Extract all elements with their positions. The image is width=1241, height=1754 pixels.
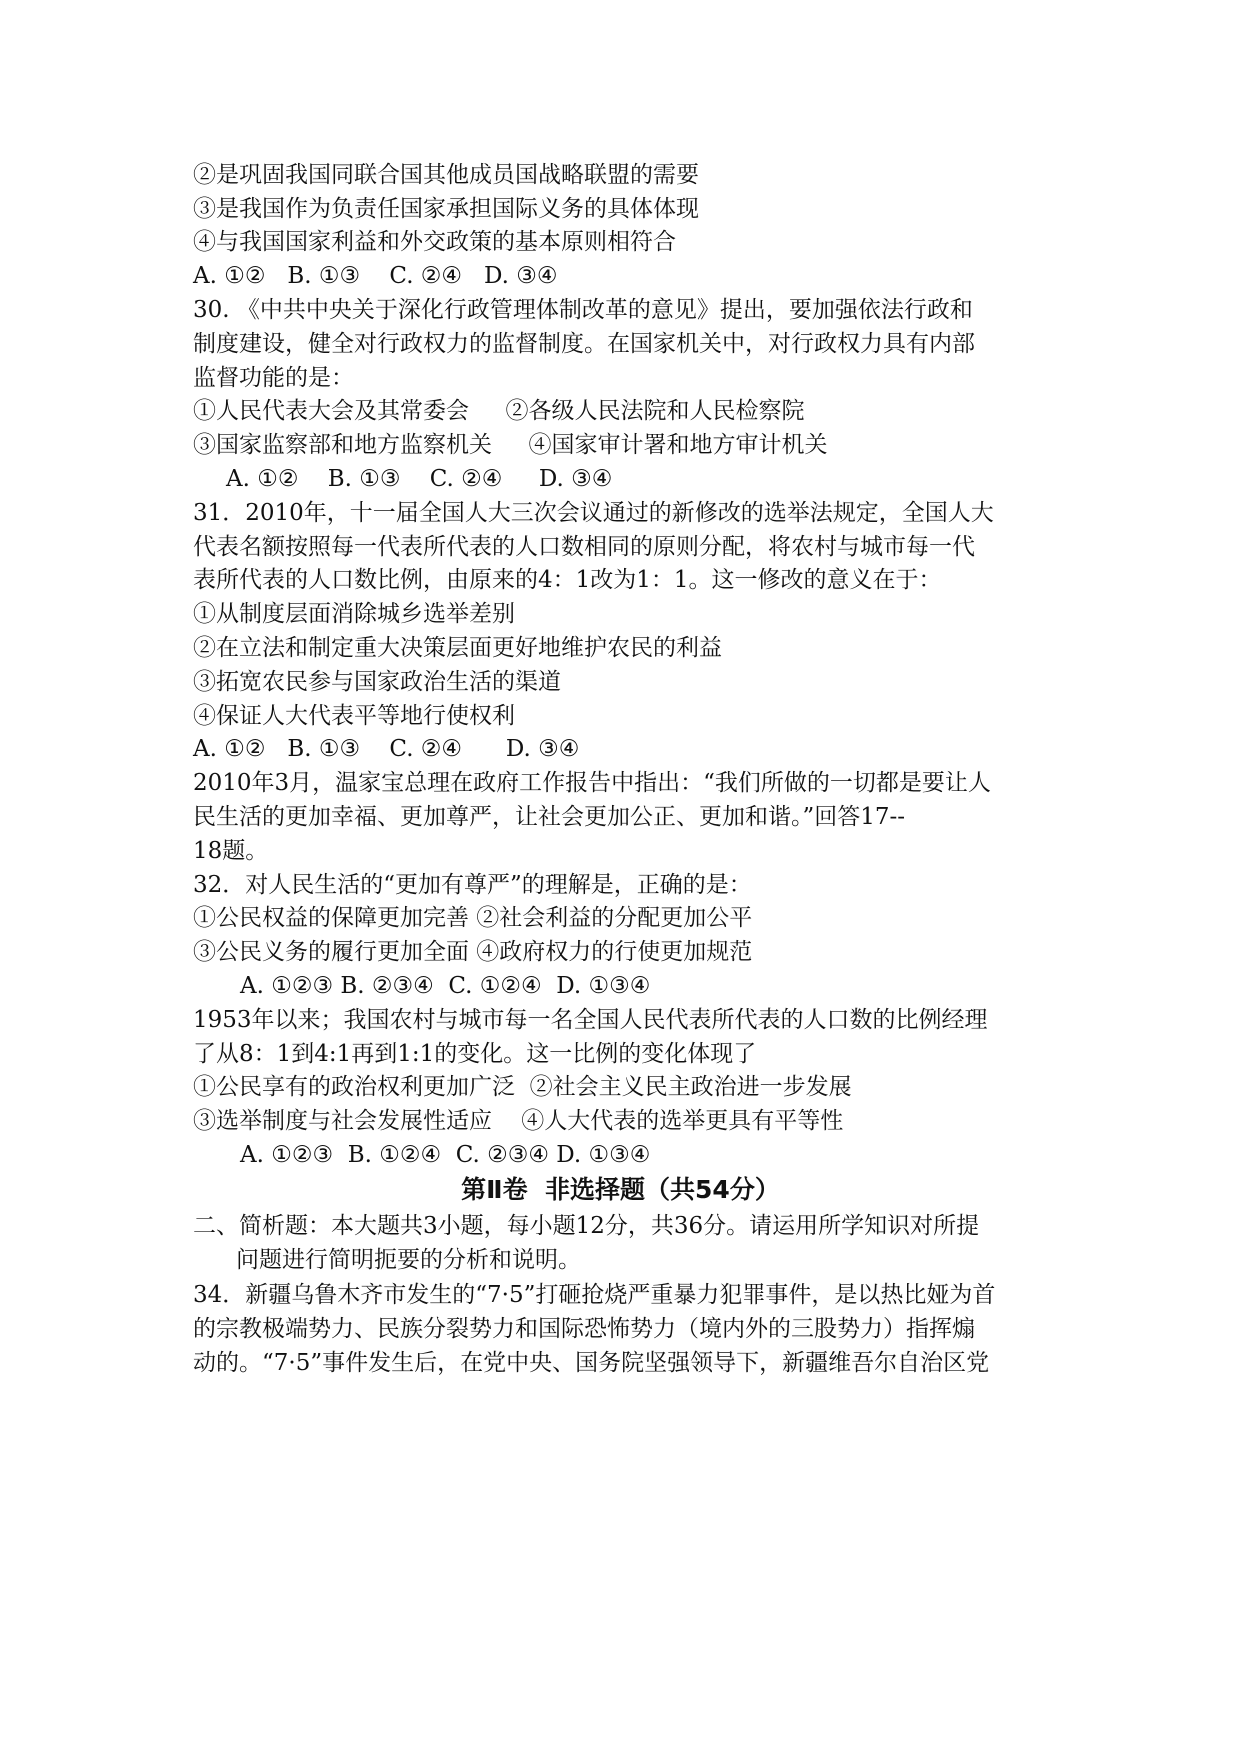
text-line: ②是巩固我国同联合国其他成员国战略联盟的需要 bbox=[193, 162, 699, 188]
text-line: ①公民权益的保障更加完善 ②社会利益的分配更加公平 bbox=[193, 905, 753, 931]
instruction-text: 问题进行简明扼要的分析和说明。 bbox=[236, 1247, 581, 1273]
text-line: 代表名额按照每一代表所代表的人口数相同的原则分配，将农村与城市每一代 bbox=[193, 534, 975, 560]
answer-options: A. ①②③ B. ①②④ C. ②③④ D. ①③④ bbox=[240, 1142, 651, 1168]
text-line: ④保证人大代表平等地行使权利 bbox=[193, 703, 515, 729]
text-line: ③选举制度与社会发展性适应 ④人大代表的选举更具有平等性 bbox=[193, 1108, 844, 1134]
section-heading: 第Ⅱ卷 非选择题（共54分） bbox=[461, 1175, 780, 1204]
instruction-text: 二、简析题：本大题共3小题，每小题12分，共36分。请运用所学知识对所提 bbox=[193, 1213, 980, 1239]
text-line: 动的。“7·5”事件发生后，在党中央、国务院坚强领导下，新疆维吾尔自治区党 bbox=[193, 1350, 990, 1376]
text-line: 2010年3月，温家宝总理在政府工作报告中指出：“我们所做的一切都是要让人 bbox=[193, 770, 991, 796]
text-line: ③是我国作为负责任国家承担国际义务的具体体现 bbox=[193, 196, 699, 222]
text-line: ③拓宽农民参与国家政治生活的渠道 bbox=[193, 669, 561, 695]
text-line: 制度建设，健全对行政权力的监督制度。在国家机关中，对行政权力具有内部 bbox=[193, 331, 975, 357]
answer-options: A. ①② B. ①③ C. ②④ D. ③④ bbox=[193, 736, 580, 762]
text-line: ①公民享有的政治权利更加广泛 ②社会主义民主政治进一步发展 bbox=[193, 1074, 852, 1100]
answer-options: A. ①②③ B. ②③④ C. ①②④ D. ①③④ bbox=[240, 973, 651, 999]
question-31: 31．2010年，十一届全国人大三次会议通过的新修改的选举法规定，全国人大 bbox=[193, 500, 994, 526]
question-32: 32．对人民生活的“更加有尊严”的理解是，正确的是： bbox=[193, 872, 752, 898]
question-34: 34．新疆乌鲁木齐市发生的“7·5”打砸抢烧严重暴力犯罪事件，是以热比娅为首 bbox=[193, 1282, 996, 1308]
text-line: 18题。 bbox=[193, 838, 269, 864]
text-line: 民生活的更加幸福、更加尊严，让社会更加公正、更加和谐。”回答17-- bbox=[193, 804, 906, 830]
text-line: 表所代表的人口数比例，由原来的4：1改为1：1。这一修改的意义在于： bbox=[193, 567, 942, 593]
text-line: 1953年以来；我国农村与城市每一名全国人民代表所代表的人口数的比例经理 bbox=[193, 1007, 988, 1033]
text-line: ③国家监察部和地方监察机关 ④国家审计署和地方审计机关 bbox=[193, 432, 828, 458]
answer-options: A. ①② B. ①③ C. ②④ D. ③④ bbox=[193, 263, 558, 289]
text-line: ①从制度层面消除城乡选举差别 bbox=[193, 601, 515, 627]
text-line: 了从8：1到4:1再到1:1的变化。这一比例的变化体现了 bbox=[193, 1041, 757, 1067]
answer-options: A. ①② B. ①③ C. ②④ D. ③④ bbox=[226, 466, 613, 492]
question-30: 30. 《中共中央关于深化行政管理体制改革的意见》提出，要加强依法行政和 bbox=[193, 297, 973, 323]
text-line: ④与我国国家利益和外交政策的基本原则相符合 bbox=[193, 229, 676, 255]
text-line: ②在立法和制定重大决策层面更好地维护农民的利益 bbox=[193, 635, 722, 661]
text-line: 的宗教极端势力、民族分裂势力和国际恐怖势力（境内外的三股势力）指挥煽 bbox=[193, 1316, 975, 1342]
text-line: ③公民义务的履行更加全面 ④政府权力的行使更加规范 bbox=[193, 939, 753, 965]
text-line: 监督功能的是： bbox=[193, 365, 354, 391]
text-line: ①人民代表大会及其常委会 ②各级人民法院和人民检察院 bbox=[193, 398, 805, 424]
